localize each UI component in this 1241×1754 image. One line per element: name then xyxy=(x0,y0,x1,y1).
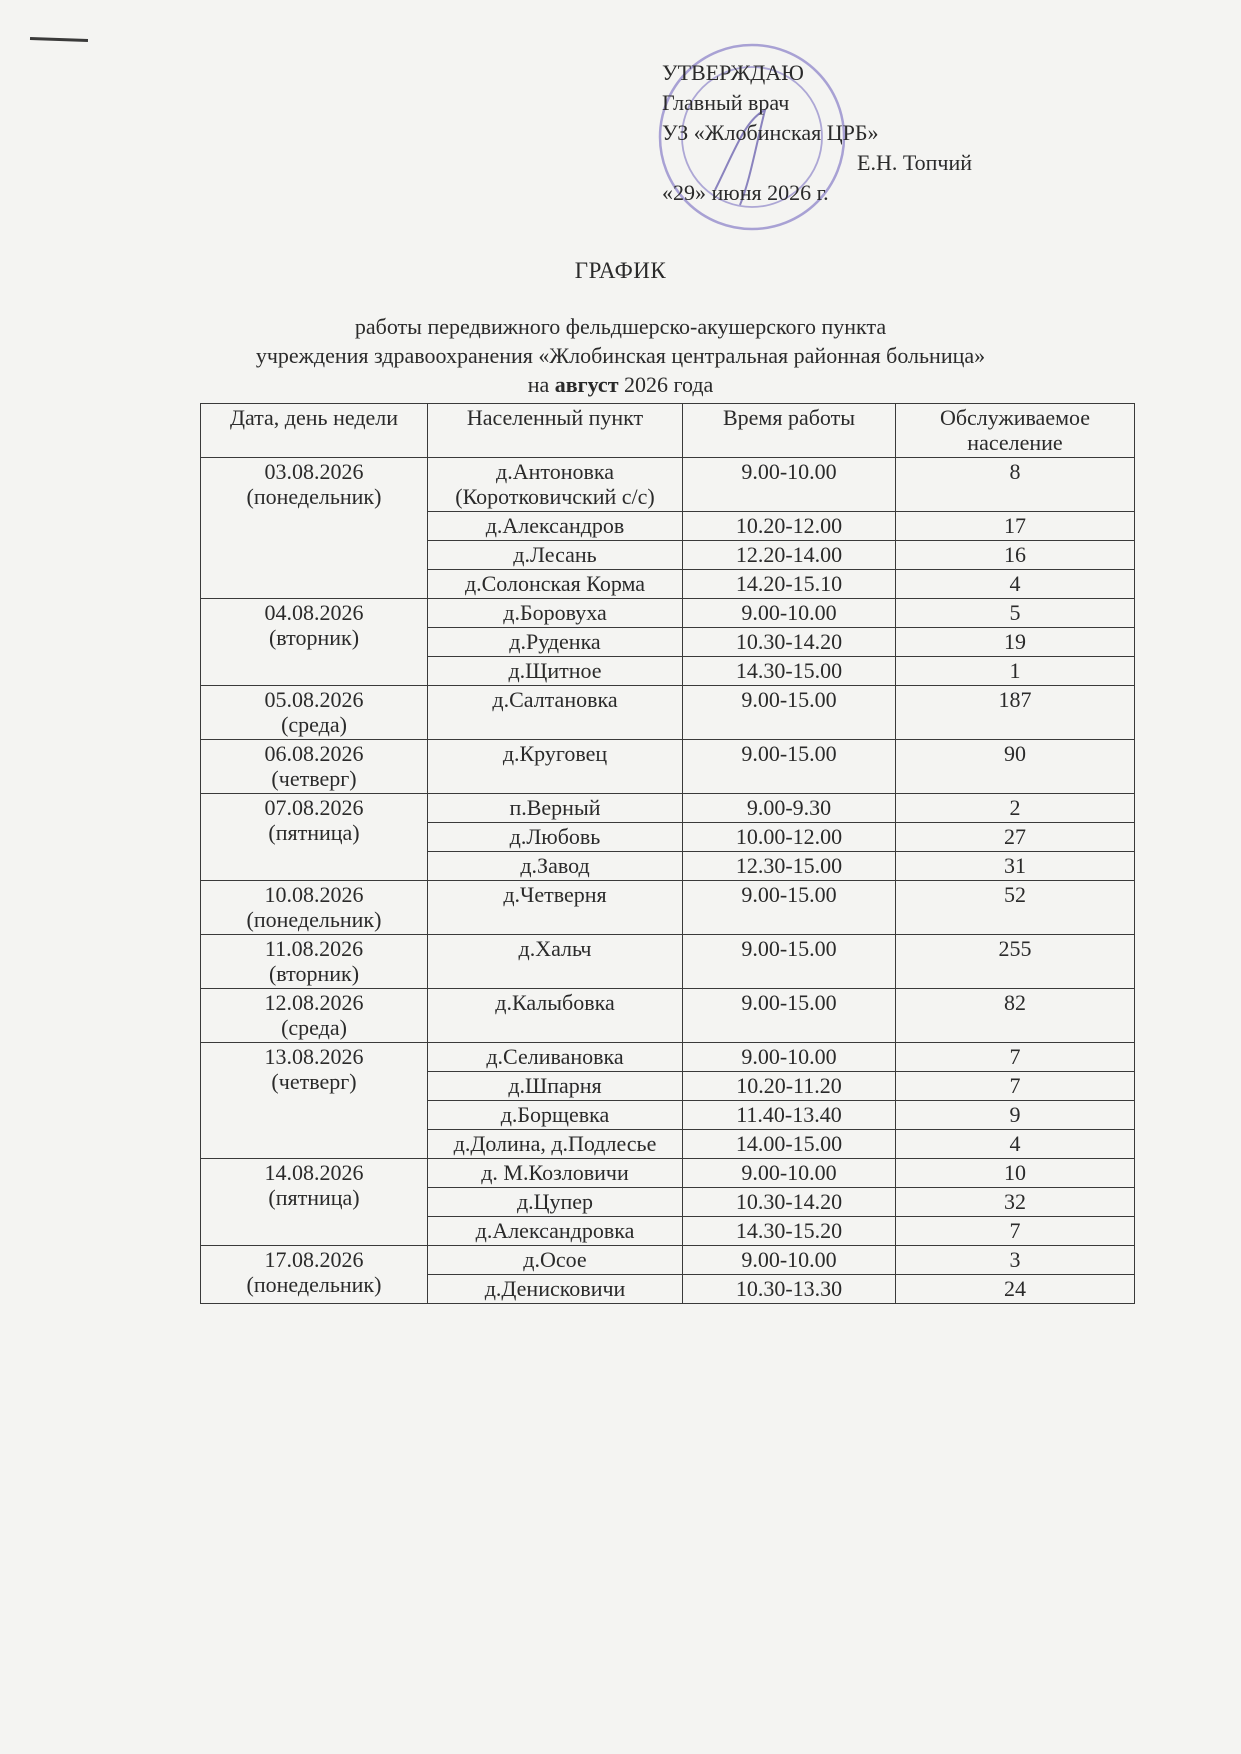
page-corner-mark xyxy=(30,37,88,42)
population-cell: 3 xyxy=(896,1246,1135,1275)
population-cell: 4 xyxy=(896,570,1135,599)
date-value: 14.08.2026 xyxy=(264,1160,364,1185)
approval-signer: Е.Н. Топчий xyxy=(857,150,972,175)
population-cell: 32 xyxy=(896,1188,1135,1217)
schedule-body xyxy=(201,458,1135,1304)
place-cell: д.Хальч xyxy=(428,935,683,989)
place-cell: д.Шпарня xyxy=(428,1072,683,1101)
subtitle-prefix: на xyxy=(527,372,555,397)
population-cell: 8 xyxy=(896,458,1135,512)
table-row xyxy=(201,458,1135,512)
weekday-value: (вторник) xyxy=(268,625,360,650)
date-value: 04.08.2026 xyxy=(264,600,364,625)
subtitle-line-1: работы передвижного фельдшерско-акушерского пункта xyxy=(354,314,887,339)
time-cell: 9.00-10.00 xyxy=(683,1159,896,1188)
population-cell: 16 xyxy=(896,541,1135,570)
time-cell: 10.20-11.20 xyxy=(683,1072,896,1101)
date-value: 10.08.2026 xyxy=(264,882,364,907)
approval-heading: УТВЕРЖДАЮ xyxy=(662,60,804,85)
time-cell: 9.00-15.00 xyxy=(683,989,896,1043)
date-value: 03.08.2026 xyxy=(264,459,364,484)
table-row xyxy=(201,935,1135,989)
weekday-value: (пятница) xyxy=(268,820,360,845)
time-cell: 14.30-15.20 xyxy=(683,1217,896,1246)
weekday-value: (среда) xyxy=(281,712,347,737)
time-cell: 11.40-13.40 xyxy=(683,1101,896,1130)
table-row xyxy=(201,1043,1135,1072)
header-place: Населенный пункт xyxy=(428,404,683,458)
date-value: 11.08.2026 xyxy=(264,936,364,961)
date-cell xyxy=(201,989,428,1043)
weekday-value: (четверг) xyxy=(271,766,357,791)
place-cell: д.Денисковичи xyxy=(428,1275,683,1304)
approval-position: Главный врач xyxy=(662,90,790,115)
place-cell: д. М.Козловичи xyxy=(428,1159,683,1188)
weekday-value: (пятница) xyxy=(268,1185,360,1210)
time-cell: 9.00-15.00 xyxy=(683,686,896,740)
place-cell: д.Селивановка xyxy=(428,1043,683,1072)
population-cell: 27 xyxy=(896,823,1135,852)
place-cell: д.Четверня xyxy=(428,881,683,935)
population-cell: 7 xyxy=(896,1072,1135,1101)
approval-date: «29» июня 2026 г. xyxy=(662,180,829,205)
place-cell: д.Завод xyxy=(428,852,683,881)
time-cell: 9.00-15.00 xyxy=(683,881,896,935)
subtitle-line-2: учреждения здравоохранения «Жлобинская центральная районная больница» xyxy=(255,343,986,368)
population-cell: 2 xyxy=(896,794,1135,823)
place-cell: д.Антоновка (Коротковичский с/с) xyxy=(428,458,683,512)
date-value: 12.08.2026 xyxy=(264,990,364,1015)
time-cell: 10.30-13.30 xyxy=(683,1275,896,1304)
date-cell xyxy=(201,1043,428,1159)
time-cell: 10.30-14.20 xyxy=(683,1188,896,1217)
population-cell: 9 xyxy=(896,1101,1135,1130)
time-cell: 9.00-10.00 xyxy=(683,458,896,512)
place-cell: д.Калыбовка xyxy=(428,989,683,1043)
population-cell: 7 xyxy=(896,1217,1135,1246)
date-cell xyxy=(201,794,428,881)
place-cell: д.Салтановка xyxy=(428,686,683,740)
population-cell: 31 xyxy=(896,852,1135,881)
time-cell: 14.30-15.00 xyxy=(683,657,896,686)
place-cell: д.Солонская Корма xyxy=(428,570,683,599)
header-population: Обслуживаемое население xyxy=(896,404,1135,458)
time-cell: 9.00-15.00 xyxy=(683,740,896,794)
date-value: 05.08.2026 xyxy=(264,687,364,712)
date-cell xyxy=(201,881,428,935)
place-cell: п.Верный xyxy=(428,794,683,823)
population-cell: 187 xyxy=(896,686,1135,740)
population-cell: 82 xyxy=(896,989,1135,1043)
table-row xyxy=(201,686,1135,740)
date-cell xyxy=(201,599,428,686)
place-cell: д.Александровка xyxy=(428,1217,683,1246)
weekday-value: (понедельник) xyxy=(246,484,382,509)
weekday-value: (среда) xyxy=(281,1015,347,1040)
schedule-table xyxy=(200,403,1135,1304)
document-title: ГРАФИК xyxy=(574,258,667,283)
time-cell: 9.00-9.30 xyxy=(683,794,896,823)
date-value: 17.08.2026 xyxy=(264,1247,364,1272)
population-cell: 4 xyxy=(896,1130,1135,1159)
place-cell: д.Боровуха xyxy=(428,599,683,628)
weekday-value: (понедельник) xyxy=(246,907,382,932)
document-subtitle xyxy=(0,312,1241,399)
weekday-value: (четверг) xyxy=(271,1069,357,1094)
date-cell xyxy=(201,1246,428,1304)
table-row xyxy=(201,1159,1135,1188)
time-cell: 14.00-15.00 xyxy=(683,1130,896,1159)
subtitle-month: август xyxy=(554,372,619,397)
time-cell: 10.20-12.00 xyxy=(683,512,896,541)
table-row xyxy=(201,599,1135,628)
population-cell: 5 xyxy=(896,599,1135,628)
subtitle-suffix: 2026 года xyxy=(618,372,714,397)
place-cell: д.Александров xyxy=(428,512,683,541)
table-row xyxy=(201,989,1135,1043)
population-cell: 1 xyxy=(896,657,1135,686)
date-value: 06.08.2026 xyxy=(264,741,364,766)
table-row xyxy=(201,1246,1135,1275)
table-row xyxy=(201,794,1135,823)
place-cell: д.Осое xyxy=(428,1246,683,1275)
population-cell: 19 xyxy=(896,628,1135,657)
date-cell xyxy=(201,1159,428,1246)
place-cell: д.Щитное xyxy=(428,657,683,686)
date-cell xyxy=(201,686,428,740)
place-cell: д.Долина, д.Подлесье xyxy=(428,1130,683,1159)
table-row xyxy=(201,740,1135,794)
time-cell: 9.00-15.00 xyxy=(683,935,896,989)
date-value: 07.08.2026 xyxy=(264,795,364,820)
subtitle-line-3 xyxy=(0,370,1241,399)
date-cell xyxy=(201,935,428,989)
approval-organization: УЗ «Жлобинская ЦРБ» xyxy=(662,120,879,145)
population-cell: 17 xyxy=(896,512,1135,541)
header-date: Дата, день недели xyxy=(201,404,428,458)
population-cell: 24 xyxy=(896,1275,1135,1304)
weekday-value: (понедельник) xyxy=(246,1272,382,1297)
population-cell: 52 xyxy=(896,881,1135,935)
time-cell: 12.20-14.00 xyxy=(683,541,896,570)
approval-block xyxy=(662,58,972,208)
table-header-row xyxy=(201,404,1135,458)
time-cell: 9.00-10.00 xyxy=(683,599,896,628)
time-cell: 14.20-15.10 xyxy=(683,570,896,599)
header-time: Время работы xyxy=(683,404,896,458)
date-cell xyxy=(201,740,428,794)
place-cell: д.Круговец xyxy=(428,740,683,794)
population-cell: 90 xyxy=(896,740,1135,794)
date-value: 13.08.2026 xyxy=(264,1044,364,1069)
weekday-value: (вторник) xyxy=(268,961,360,986)
population-cell: 10 xyxy=(896,1159,1135,1188)
time-cell: 10.30-14.20 xyxy=(683,628,896,657)
time-cell: 9.00-10.00 xyxy=(683,1043,896,1072)
place-cell: д.Любовь xyxy=(428,823,683,852)
time-cell: 12.30-15.00 xyxy=(683,852,896,881)
time-cell: 10.00-12.00 xyxy=(683,823,896,852)
place-cell: д.Лесань xyxy=(428,541,683,570)
population-cell: 255 xyxy=(896,935,1135,989)
table-row xyxy=(201,881,1135,935)
time-cell: 9.00-10.00 xyxy=(683,1246,896,1275)
population-cell: 7 xyxy=(896,1043,1135,1072)
place-cell: д.Руденка xyxy=(428,628,683,657)
place-cell: д.Борщевка xyxy=(428,1101,683,1130)
place-cell: д.Цупер xyxy=(428,1188,683,1217)
date-cell xyxy=(201,458,428,599)
